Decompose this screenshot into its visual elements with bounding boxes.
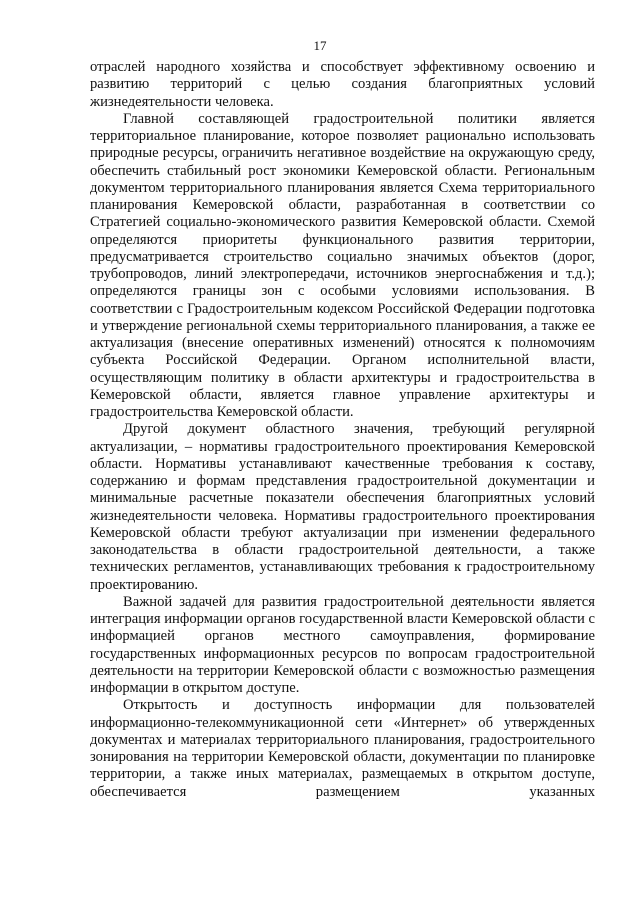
paragraph-information-integration: Важной задачей для развития градостроительной деятельности является интеграция информации органов государственной власти Кемеровской области с информацией органов местного самоуправления, формирование государственных информационных ресурсов по вопросам градостроительной деятельности на территории Кемеровской области с возможностью размещения информации в открытом доступе. [90,593,595,696]
paragraph-territorial-planning: Главной составляющей градостроительной политики является территориальное планирование, которое позволяет рационально использовать природные ресурсы, ограничить негативное воздействие на окружающую среду, обеспечить стабильный рост экономики Кемеровской области. Региональным документом территориального планирования является Схема территориального планирования Кемеровской области, разработанная в соответствии со Стратегией социально-экономического развития Кемеровской области. Схемой определяются приоритеты функционального развития территории, предусматривается строительство социально значимых объектов (дорог, трубопроводов, линий электропередачи, источников энергоснабжения и т.д.); определяются границы зон с особыми условиями использования. В соответствии с Градостроительным кодексом Российской Федерации подготовка и утверждение региональной схемы территориального планирования, а также ее актуализация (внесение оперативных изменений) относятся к полномочиям субъекта Российской Федерации. Органом исполнительной власти, осуществляющим политику в области архитектуры и градостроительства в Кемеровской области, является главное управление архитектуры и градостроительства Кемеровской области. [90,110,595,420]
document-body [90,59,595,801]
paragraph-continuation: отраслей народного хозяйства и способствует эффективному освоению и развитию территорий с целью создания благоприятных условий жизнедеятельности человека. [90,59,595,110]
paragraph-urban-planning-norms: Другой документ областного значения, требующий регулярной актуализации, – нормативы градостроительного проектирования Кемеровской области. Нормативы устанавливают качественные требования к составу, содержанию и формам представления градостроительной документации и минимальные расчетные показатели обеспечения благоприятных условий жизнедеятельности человека. Нормативы градостроительного проектирования Кемеровской области требуют актуализации при изменении федерального законодательства в области градостроительной деятельности, а также технических регламентов, устанавливающих требования к градостроительному проектированию. [90,421,595,593]
page-number: 17 [313,38,327,53]
paragraph-open-access: Открытость и доступность информации для пользователей информационно-телекоммуникационной сети «Интернет» об утвержденных документах и материалах территориального планирования, градостроительного зонирования на территории Кемеровской области, документации по планировке территории, а также иных материалах, размещаемых в открытом доступе, обеспечивается размещением указанных [90,697,595,800]
